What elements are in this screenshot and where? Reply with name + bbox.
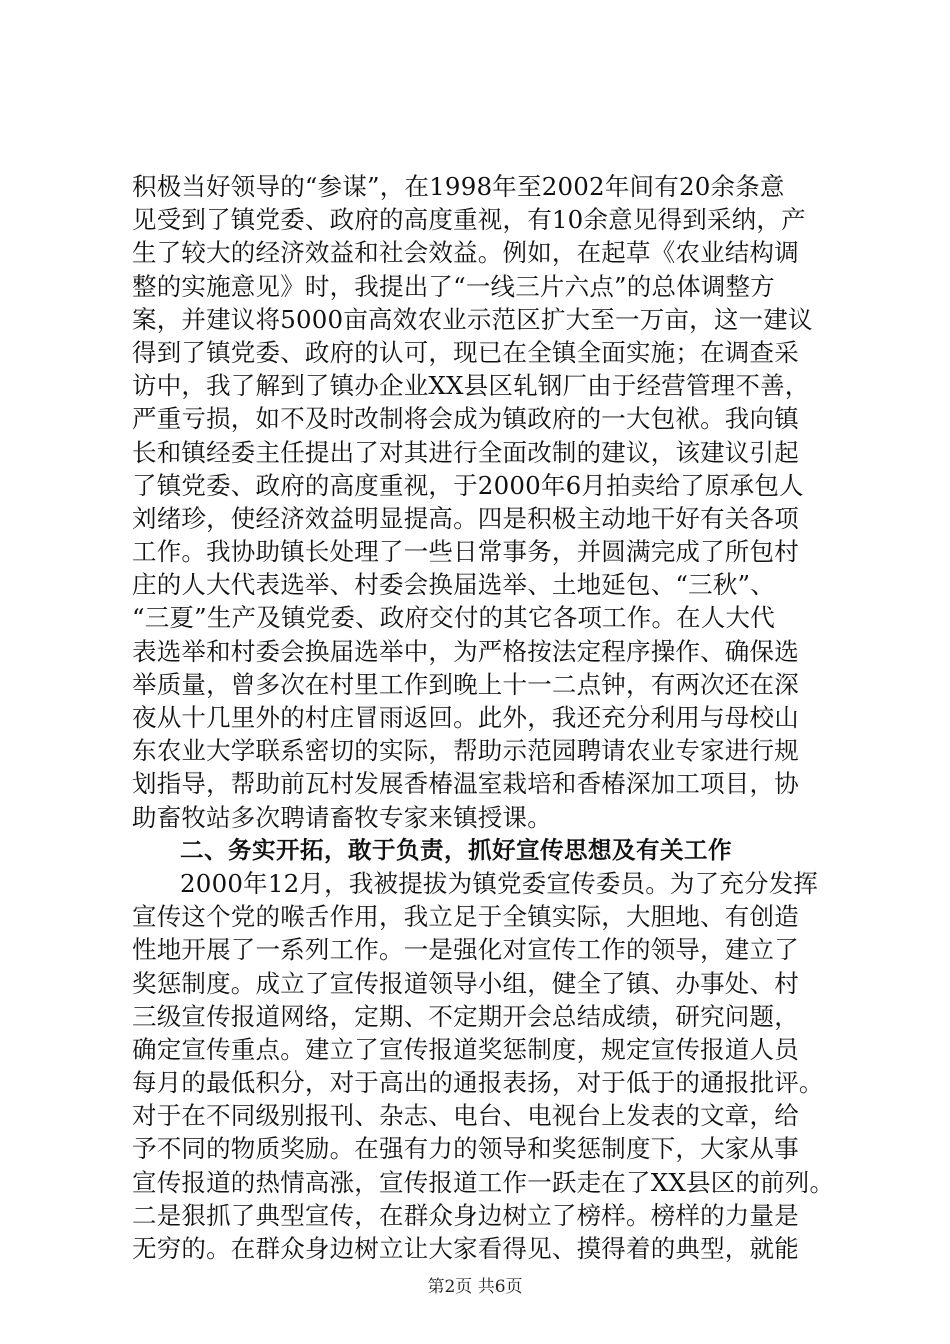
- text-line: 奖惩制度。成立了宣传报道领导小组，健全了镇、办事处、村: [132, 968, 799, 998]
- text-line: 东农业大学联系密切的实际，帮助示范园聘请农业专家进行规: [132, 736, 799, 766]
- text-line: 工作。我协助镇长处理了一些日常事务，并圆满完成了所包村: [132, 537, 799, 567]
- body-text: [132, 170, 835, 1265]
- page-footer: 第2页 共6页: [427, 1277, 523, 1297]
- text-line: 生了较大的经济效益和社会效益。例如，在起草《农业结构调: [132, 238, 799, 268]
- text-line: 庄的人大代表选举、村委会换届选举、土地延包、“三秋”、: [132, 570, 775, 600]
- text-line: 积极当好领导的“参谋”，在1998年至2002年间有20余条意: [132, 172, 785, 201]
- text-line: 宣传报道的热情高涨，宣传报道工作一跃走在了XX县区的前列。: [132, 1167, 835, 1197]
- text-line: 案，并建议将5000亩高效农业示范区扩大至一万亩，这一建议: [132, 304, 813, 334]
- section-heading: 二、务实开拓，敢于负责，抓好宣传思想及有关工作: [180, 835, 732, 864]
- paragraph-1: [132, 170, 832, 834]
- text-line: 三级宣传报道网络，定期、不定期开会总结成绩，研究问题，: [132, 1001, 799, 1031]
- text-line: 确定宣传重点。建立了宣传报道奖惩制度，规定宣传报道人员: [132, 1034, 799, 1064]
- text-line: 宣传这个党的喉舌作用，我立足于全镇实际，大胆地、有创造: [132, 902, 799, 932]
- text-line: 二是狠抓了典型宣传，在群众身边树立了榜样。榜样的力量是: [132, 1200, 799, 1230]
- text-line: 得到了镇党委、政府的认可，现已在全镇全面实施；在调查采: [132, 337, 799, 367]
- text-line: 访中，我了解到了镇办企业XX县区轧钢厂由于经营管理不善，: [132, 371, 810, 401]
- text-line: 见受到了镇党委、政府的高度重视，有10余意见得到采纳，产: [132, 205, 806, 235]
- text-line: 划指导，帮助前瓦村发展香椿温室栽培和香椿深加工项目，协: [132, 769, 799, 799]
- text-line: 每月的最低积分，对于高出的通报表扬，对于低于的通报批评。: [132, 1068, 824, 1098]
- text-line: 予不同的物质奖励。在强有力的领导和奖惩制度下，大家从事: [132, 1134, 799, 1164]
- paragraph-2: [132, 867, 835, 1265]
- text-line: “三夏”生产及镇党委、政府交付的其它各项工作。在人大代: [132, 603, 775, 633]
- text-line: 夜从十几里外的村庄冒雨返回。此外，我还充分利用与母校山: [132, 703, 799, 732]
- text-line: 表选举和村委会换届选举中，为严格按法定程序操作、确保选: [132, 636, 799, 666]
- text-line: 2000年12月，我被提拔为镇党委宣传委员。为了充分发挥: [180, 868, 819, 898]
- text-line: 长和镇经委主任提出了对其进行全面改制的建议，该建议引起: [132, 437, 799, 467]
- text-line: 对于在不同级别报刊、杂志、电台、电视台上发表的文章，给: [132, 1101, 799, 1131]
- text-line: 刘绪珍，使经济效益明显提高。四是积极主动地干好有关各项: [132, 503, 799, 533]
- text-line: 性地开展了一系列工作。一是强化对宣传工作的领导，建立了: [132, 935, 799, 965]
- text-line: 举质量，曾多次在村里工作到晚上十一二点钟，有两次还在深: [132, 669, 799, 699]
- text-line: 整的实施意见》时，我提出了“一线三片六点”的总体调整方: [132, 271, 775, 301]
- text-line: 助畜牧站多次聘请畜牧专家来镇授课。: [132, 802, 552, 832]
- text-line: 严重亏损，如不及时改制将会成为镇政府的一大包袱。我向镇: [132, 404, 799, 434]
- text-line: 无穷的。在群众身边树立让大家看得见、摸得着的典型，就能: [132, 1234, 799, 1263]
- text-line: 了镇党委、政府的高度重视，于2000年6月拍卖给了原承包人: [132, 470, 804, 500]
